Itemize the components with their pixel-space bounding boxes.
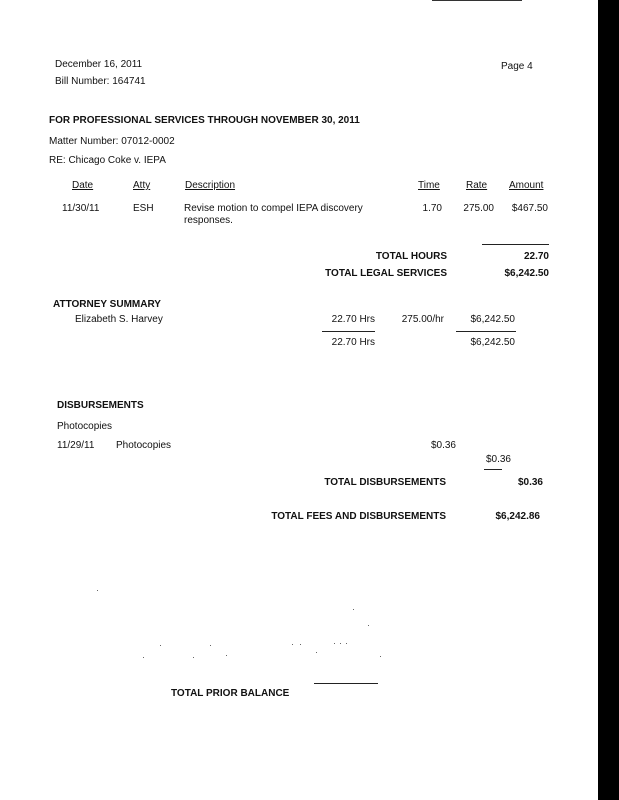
scan-edge-bar xyxy=(598,0,619,800)
total-fees-disbursements-value: $6,242.86 xyxy=(495,511,540,522)
disbursements-title: DISBURSEMENTS xyxy=(57,400,144,411)
total-disbursements-label: TOTAL DISBURSEMENTS xyxy=(324,477,446,488)
attorney-name: Elizabeth S. Harvey xyxy=(75,314,163,325)
attorney-amount: $6,242.50 xyxy=(470,314,515,325)
bill-number: Bill Number: 164741 xyxy=(55,76,146,87)
total-prior-balance-label: TOTAL PRIOR BALANCE xyxy=(171,688,290,699)
disbursement-subtotal-rule xyxy=(484,469,502,470)
scan-speck xyxy=(193,657,194,658)
scan-speck xyxy=(346,643,347,644)
scan-speck xyxy=(143,657,144,658)
entry-rate: 275.00 xyxy=(463,203,494,214)
entry-amount: $467.50 xyxy=(511,203,548,214)
prior-balance-rule xyxy=(314,683,378,684)
scan-speck xyxy=(353,609,354,610)
section-title: FOR PROFESSIONAL SERVICES THROUGH NOVEMBER 30, 2011 xyxy=(49,115,360,126)
scan-speck xyxy=(380,656,381,657)
entry-time: 1.70 xyxy=(422,203,442,214)
attorney-hours: 22.70 Hrs xyxy=(331,314,375,325)
disbursement-date: 11/29/11 xyxy=(57,440,95,451)
scan-speck xyxy=(226,655,227,656)
scan-speck xyxy=(292,644,293,645)
summary-hours-rule xyxy=(322,331,375,332)
matter-number: Matter Number: 07012-0002 xyxy=(49,136,175,147)
totals-rule xyxy=(482,244,549,245)
disbursement-subtotal: $0.36 xyxy=(485,454,511,465)
scan-speck xyxy=(368,625,369,626)
scan-speck xyxy=(210,645,211,646)
scan-speck xyxy=(97,590,98,591)
col-header-description: Description xyxy=(185,180,236,191)
summary-amount-rule xyxy=(456,331,516,332)
scan-speck xyxy=(340,643,341,644)
col-header-amount: Amount xyxy=(509,180,544,191)
invoice-date: December 16, 2011 xyxy=(55,59,143,70)
summary-total-hours: 22.70 Hrs xyxy=(331,337,375,348)
entry-description: Revise motion to compel IEPA discovery xyxy=(184,203,363,214)
summary-total-amount: $6,242.50 xyxy=(470,337,515,348)
total-fees-disbursements-label: TOTAL FEES AND DISBURSEMENTS xyxy=(271,511,446,522)
scan-top-line xyxy=(432,0,522,1)
entry-atty: ESH xyxy=(133,203,154,214)
col-header-atty: Atty xyxy=(133,180,151,191)
disbursement-amount: $0.36 xyxy=(430,440,456,451)
re-line: RE: Chicago Coke v. IEPA xyxy=(49,155,166,166)
scan-speck xyxy=(316,652,317,653)
col-header-time: Time xyxy=(418,180,440,191)
total-hours-label: TOTAL HOURS xyxy=(375,251,447,262)
total-hours-value: 22.70 xyxy=(523,251,549,262)
total-disbursements-value: $0.36 xyxy=(517,477,543,488)
entry-description-cont: responses. xyxy=(184,215,233,226)
disbursement-category: Photocopies xyxy=(57,421,113,432)
col-header-date: Date xyxy=(72,180,94,191)
scan-speck xyxy=(300,644,301,645)
attorney-summary-title: ATTORNEY SUMMARY xyxy=(53,299,161,310)
attorney-rate: 275.00/hr xyxy=(401,314,444,325)
entry-date: 11/30/11 xyxy=(62,203,100,214)
total-legal-services-value: $6,242.50 xyxy=(504,268,549,279)
disbursement-description: Photocopies xyxy=(116,440,172,451)
scan-speck xyxy=(334,643,335,644)
total-legal-services-label: TOTAL LEGAL SERVICES xyxy=(325,268,447,279)
scan-speck xyxy=(160,645,161,646)
col-header-rate: Rate xyxy=(466,180,488,191)
page-number: Page 4 xyxy=(501,61,533,72)
